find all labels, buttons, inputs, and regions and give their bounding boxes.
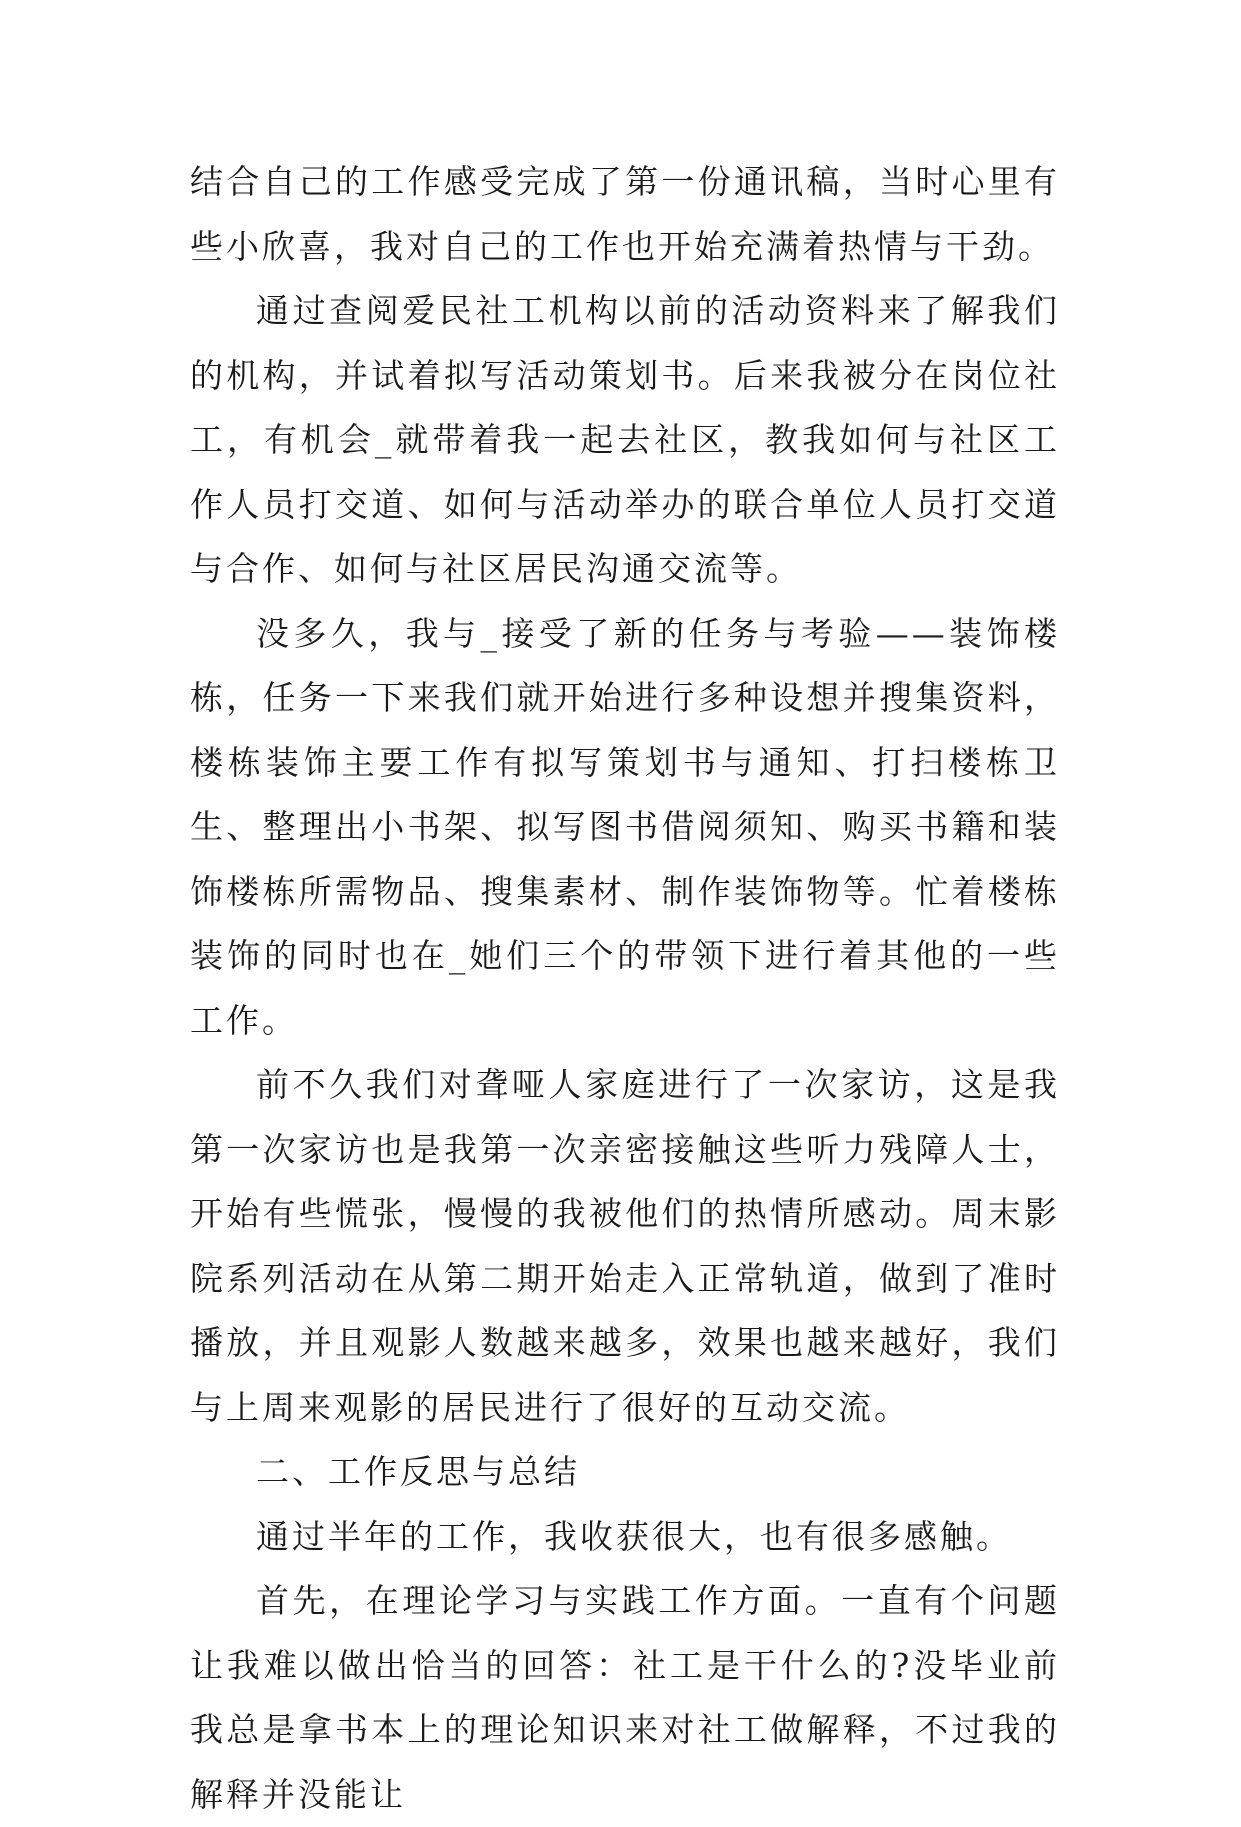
paragraph-1: 结合自己的工作感受完成了第一份通讯稿，当时心里有些小欣喜，我对自己的工作也开始充满着热情与干劲。 — [190, 162, 1060, 266]
paragraph-3: 没多久，我与_接受了新的任务与考验——装饰楼栋，任务一下来我们就开始进行多种设想并搜集资料，楼栋装饰主要工作有拟写策划书与通知、打扫楼栋卫生、整理出小书架、拟写图书借阅须知、购买书籍和装饰楼栋所需物品、搜集素材、制作装饰物等。忙着楼栋装饰的同时也在_她们三个的带领下进行着其他的一些工作。 — [190, 613, 1060, 1040]
document-page — [190, 150, 1060, 1827]
paragraph-6: 首先，在理论学习与实践工作方面。一直有个问题让我难以做出恰当的回答：社工是干什么的?没毕业前我总是拿书本上的理论知识来对社工做解释，不过我的解释并没能让 — [190, 1581, 1060, 1814]
paragraph-5: 通过半年的工作，我收获很大，也有很多感触。 — [256, 1516, 1012, 1556]
paragraph-2: 通过查阅爱民社工机构以前的活动资料来了解我们的机构，并试着拟写活动策划书。后来我被分在岗位社工，有机会_就带着我一起去社区，教我如何与社区工作人员打交道、如何与活动举办的联合单位人员打交道与合作、如何与社区居民沟通交流等。 — [190, 291, 1060, 588]
paragraph-4: 前不久我们对聋哑人家庭进行了一次家访，这是我第一次家访也是我第一次亲密接触这些听力残障人士，开始有些慌张，慢慢的我被他们的热情所感动。周末影院系列活动在从第二期开始走入正常轨道，做到了准时播放，并且观影人数越来越多，效果也越来越好，我们与上周来观影的居民进行了很好的互动交流。 — [190, 1065, 1060, 1427]
section-heading: 二、工作反思与总结 — [256, 1452, 580, 1491]
